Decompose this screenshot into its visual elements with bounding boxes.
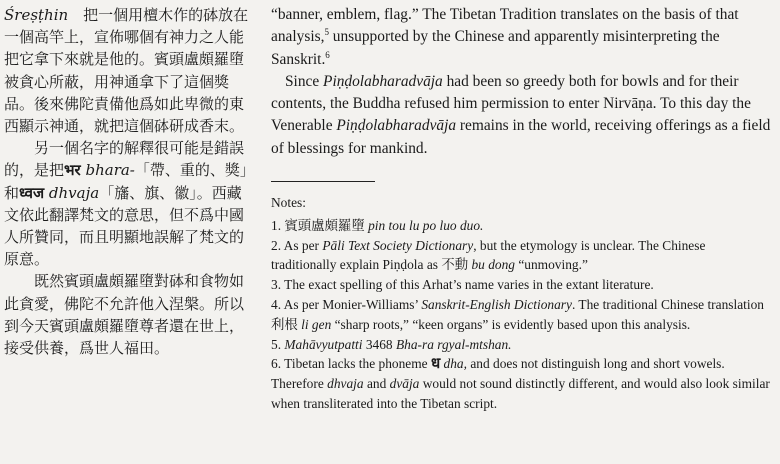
name-pindolabharadvaja-1: Piṇḍolabharadvāja xyxy=(323,72,443,90)
note-6-text-a: Tibetan lacks the phoneme xyxy=(281,356,431,372)
note-2 xyxy=(271,236,771,276)
note-1-number: 1. xyxy=(271,217,282,233)
note-4-text-c: “sharp roots,” “keen organs” is evidently based upon this analysis. xyxy=(331,316,691,332)
english-paragraph-1-text-a: “banner, emblem, flag.” The Tibetan Tradition translates on the basis of that analysis, xyxy=(271,6,739,46)
english-text-column xyxy=(271,4,771,160)
note-6-text-c: and xyxy=(363,376,390,392)
notes-divider xyxy=(271,181,375,182)
sanskrit-term-bhara: bhara- xyxy=(85,161,135,180)
note-6-term-dha: dha, xyxy=(443,356,467,372)
chinese-text-column xyxy=(4,4,250,359)
devanagari-bhara: भर xyxy=(64,161,81,180)
notes-heading: Notes: xyxy=(271,195,306,210)
note-5-source: Mahāvyutpatti xyxy=(281,336,363,352)
note-2-text-c: “unmoving.” xyxy=(515,257,588,273)
note-4-text-b: . The traditional Chinese translation 利根 xyxy=(271,296,764,332)
note-2-pinyin: bu dong xyxy=(471,257,515,273)
notes-section xyxy=(271,193,771,414)
chinese-paragraph-2 xyxy=(4,137,250,270)
note-6-number: 6. xyxy=(271,356,282,372)
name-pindolabharadvaja-2: Piṇḍolabharadvāja xyxy=(336,117,457,135)
note-5-number: 5. xyxy=(271,336,282,352)
sanskrit-term-sresthin: Śreṣṭhin xyxy=(4,6,69,24)
chinese-paragraph-2-text-a: 另一個名字的解釋很可能是錯誤的，是把 xyxy=(4,139,245,180)
note-6-term-dhvaja: dhvaja xyxy=(327,376,364,392)
note-6-term-dvaja: dvāja xyxy=(389,376,420,392)
note-1-chinese: 賓頭盧頗羅墮 xyxy=(281,217,369,233)
devanagari-dha: ध xyxy=(430,354,441,373)
sanskrit-term-dhvaja: dhvaja xyxy=(48,183,100,202)
note-6-text-d: would not sound distinctly different, and would also look similar when transliterated into the Tibetan script. xyxy=(271,376,770,411)
gloss-dhvaja: 「旛、旗、徽」。西藏文依此翻譯梵文的意思，但不爲中國人所贊同，而且明顯地誤解了梵文的原意。 xyxy=(4,183,245,269)
footnote-ref-6[interactable]: 6 xyxy=(325,49,330,60)
note-4 xyxy=(271,295,771,335)
chinese-paragraph-3-text: 既然賓頭盧頗羅墮對砵和食物如此貪愛，佛陀不允許他入涅槃。所以到今天賓頭盧頗羅墮尊者還在世上，接受供養，爲世人福田。 xyxy=(4,272,245,358)
devanagari-dhvaja: ध्वज xyxy=(19,183,45,202)
note-2-text-a: As per xyxy=(281,237,323,253)
note-3-number: 3. xyxy=(271,277,282,293)
note-6-text-b: and does not distinguish long and short vowels. Therefore xyxy=(271,356,725,392)
note-5-text-a: 3468 xyxy=(362,336,396,352)
english-paragraph-1 xyxy=(271,4,771,71)
note-5 xyxy=(271,335,771,355)
english-paragraph-2-text-a: Since xyxy=(285,72,324,90)
note-4-pinyin: li gen xyxy=(301,316,332,332)
english-paragraph-2 xyxy=(271,71,771,160)
note-2-text-b: , but the etymology is unclear. The Chinese traditionally explain Piṇḍola as 不動 xyxy=(271,237,706,273)
note-6 xyxy=(271,354,771,413)
note-4-text-a: As per Monier-Williams’ xyxy=(281,296,422,312)
chinese-paragraph-1 xyxy=(4,4,250,137)
note-4-source: Sanskrit-English Dictionary xyxy=(421,296,572,312)
chinese-paragraph-3 xyxy=(4,270,250,359)
chinese-paragraph-1-text: 把一個用檀木作的砵放在一個高竿上，宣佈哪個有神力之人能把它拿下來就是他的。賓頭盧頗羅墮被貪心所蔽，用神通拿下了這個獎品。後來佛陀責備他爲如此卑微的東西顯示神通，就把這個砵研成香末。 xyxy=(4,6,249,136)
note-2-number: 2. xyxy=(271,237,282,253)
note-5-tibetan: Bha-ra rgyal-mtshan. xyxy=(395,336,512,352)
english-paragraph-2-text-b: had been so greedy both for bowls and for their contents, the Buddha refused him permission to enter Nirvāṇa. To this day the Venerable xyxy=(271,72,751,135)
notes-list xyxy=(271,216,771,414)
footnote-ref-5[interactable]: 5 xyxy=(324,27,329,38)
note-3 xyxy=(271,275,771,295)
note-2-source: Pāli Text Society Dictionary xyxy=(322,237,474,253)
note-3-text: The exact spelling of this Arhat’s name varies in the extant literature. xyxy=(281,277,654,293)
gloss-bhara: 「帶、重的、獎」和 xyxy=(4,161,248,202)
english-paragraph-1-text-b: unsupported by the Chinese and apparently misinterpreting the Sanskrit. xyxy=(271,28,720,68)
note-1 xyxy=(271,216,771,236)
note-4-number: 4. xyxy=(271,296,282,312)
note-1-pinyin: pin tou lu po luo duo. xyxy=(368,217,484,233)
english-paragraph-2-text-c: remains in the world, receiving offerings as a field of blessings for mankind. xyxy=(271,117,771,157)
